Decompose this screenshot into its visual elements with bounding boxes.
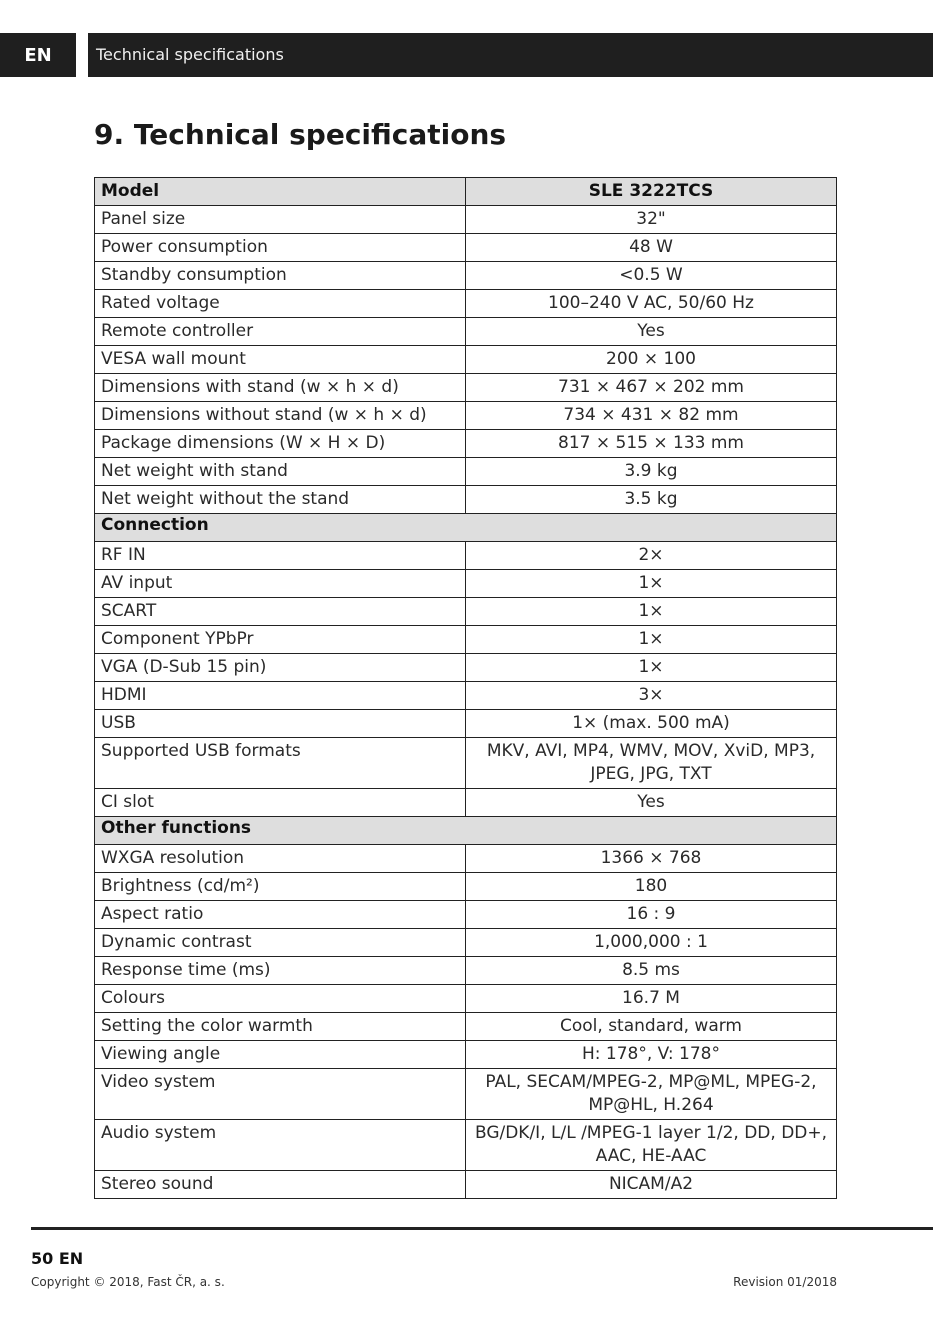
table-row [95, 654, 837, 682]
row-label: Colours [95, 985, 466, 1013]
table-row [95, 901, 837, 929]
row-label: Standby consumption [95, 262, 466, 290]
row-value: 180 [466, 873, 837, 901]
row-value: Yes [466, 318, 837, 346]
row-label: VESA wall mount [95, 346, 466, 374]
table-row [95, 570, 837, 598]
row-value: MKV, AVI, MP4, WMV, MOV, XviD, MP3, JPEG, JPG, TXT [466, 738, 837, 789]
row-label: Viewing angle [95, 1041, 466, 1069]
row-value: <0.5 W [466, 262, 837, 290]
row-value: 100–240 V AC, 50/60 Hz [466, 290, 837, 318]
table-row [95, 789, 837, 817]
section-title: Connection [95, 514, 837, 542]
row-value: 32" [466, 206, 837, 234]
table-row [95, 929, 837, 957]
table-row [95, 1171, 837, 1199]
row-value: 731 × 467 × 202 mm [466, 374, 837, 402]
row-value: 1× [466, 570, 837, 598]
row-value: 817 × 515 × 133 mm [466, 430, 837, 458]
row-value: 1× [466, 654, 837, 682]
row-value: 16 : 9 [466, 901, 837, 929]
row-label: Dynamic contrast [95, 929, 466, 957]
table-row [95, 234, 837, 262]
row-label: Video system [95, 1069, 466, 1120]
row-value: BG/DK/I, L/L /MPEG-1 layer 1/2, DD, DD+, AAC, HE-AAC [466, 1120, 837, 1171]
row-value: 1,000,000 : 1 [466, 929, 837, 957]
table-row [95, 682, 837, 710]
header-value-cell: SLE 3222TCS [466, 178, 837, 206]
table-row [95, 1041, 837, 1069]
row-value: H: 178°, V: 178° [466, 1041, 837, 1069]
table-row [95, 738, 837, 789]
table-header-row [95, 178, 837, 206]
table-row [95, 957, 837, 985]
spec-table [94, 177, 837, 1199]
row-label: Power consumption [95, 234, 466, 262]
table-row [95, 873, 837, 901]
table-row [95, 1069, 837, 1120]
row-label: VGA (D-Sub 15 pin) [95, 654, 466, 682]
row-value: 48 W [466, 234, 837, 262]
row-value: 3× [466, 682, 837, 710]
table-row [95, 542, 837, 570]
row-label: WXGA resolution [95, 845, 466, 873]
table-row [95, 1013, 837, 1041]
row-value: NICAM/A2 [466, 1171, 837, 1199]
table-row [95, 845, 837, 873]
row-label: SCART [95, 598, 466, 626]
section-row-other-functions [95, 817, 837, 845]
row-label: Dimensions without stand (w × h × d) [95, 402, 466, 430]
row-value: Cool, standard, warm [466, 1013, 837, 1041]
row-value: 734 × 431 × 82 mm [466, 402, 837, 430]
header-separator [76, 33, 88, 77]
row-label: Setting the color warmth [95, 1013, 466, 1041]
page-number: 50 EN [31, 1249, 84, 1268]
row-value: 1× [466, 598, 837, 626]
table-row [95, 318, 837, 346]
header-section-title: Technical specifications [96, 45, 284, 64]
row-label: CI slot [95, 789, 466, 817]
table-row [95, 598, 837, 626]
row-label: Component YPbPr [95, 626, 466, 654]
row-label: Net weight without the stand [95, 486, 466, 514]
row-label: Response time (ms) [95, 957, 466, 985]
row-value: Yes [466, 789, 837, 817]
row-value: 1366 × 768 [466, 845, 837, 873]
table-row [95, 458, 837, 486]
row-value: 2× [466, 542, 837, 570]
row-label: HDMI [95, 682, 466, 710]
table-row [95, 206, 837, 234]
row-label: Dimensions with stand (w × h × d) [95, 374, 466, 402]
row-value: 16.7 M [466, 985, 837, 1013]
table-row [95, 262, 837, 290]
table-row [95, 710, 837, 738]
section-title: Other functions [95, 817, 837, 845]
row-label: Stereo sound [95, 1171, 466, 1199]
row-value: 1× (max. 500 mA) [466, 710, 837, 738]
row-label: Rated voltage [95, 290, 466, 318]
row-value: 200 × 100 [466, 346, 837, 374]
row-label: Panel size [95, 206, 466, 234]
row-label: AV input [95, 570, 466, 598]
row-label: Audio system [95, 1120, 466, 1171]
table-row [95, 374, 837, 402]
row-value: 1× [466, 626, 837, 654]
language-badge: EN [0, 33, 76, 77]
table-row [95, 486, 837, 514]
table-row [95, 1120, 837, 1171]
footer-divider [31, 1227, 933, 1230]
table-row [95, 985, 837, 1013]
section-row-connection [95, 514, 837, 542]
table-row [95, 402, 837, 430]
copyright-notice: Copyright © 2018, Fast ČR, a. s. [31, 1275, 225, 1289]
row-value: 8.5 ms [466, 957, 837, 985]
table-row [95, 430, 837, 458]
revision-label: Revision 01/2018 [733, 1275, 837, 1289]
row-label: Supported USB formats [95, 738, 466, 789]
row-label: Remote controller [95, 318, 466, 346]
row-label: Net weight with stand [95, 458, 466, 486]
row-label: Aspect ratio [95, 901, 466, 929]
row-value: 3.9 kg [466, 458, 837, 486]
table-row [95, 626, 837, 654]
row-label: RF IN [95, 542, 466, 570]
row-label: USB [95, 710, 466, 738]
header-label-cell: Model [95, 178, 466, 206]
table-row [95, 290, 837, 318]
row-label: Package dimensions (W × H × D) [95, 430, 466, 458]
row-label: Brightness (cd/m²) [95, 873, 466, 901]
table-row [95, 346, 837, 374]
page-title: 9. Technical specifications [94, 118, 507, 151]
row-value: PAL, SECAM/MPEG-2, MP@ML, MPEG-2, MP@HL, H.264 [466, 1069, 837, 1120]
row-value: 3.5 kg [466, 486, 837, 514]
